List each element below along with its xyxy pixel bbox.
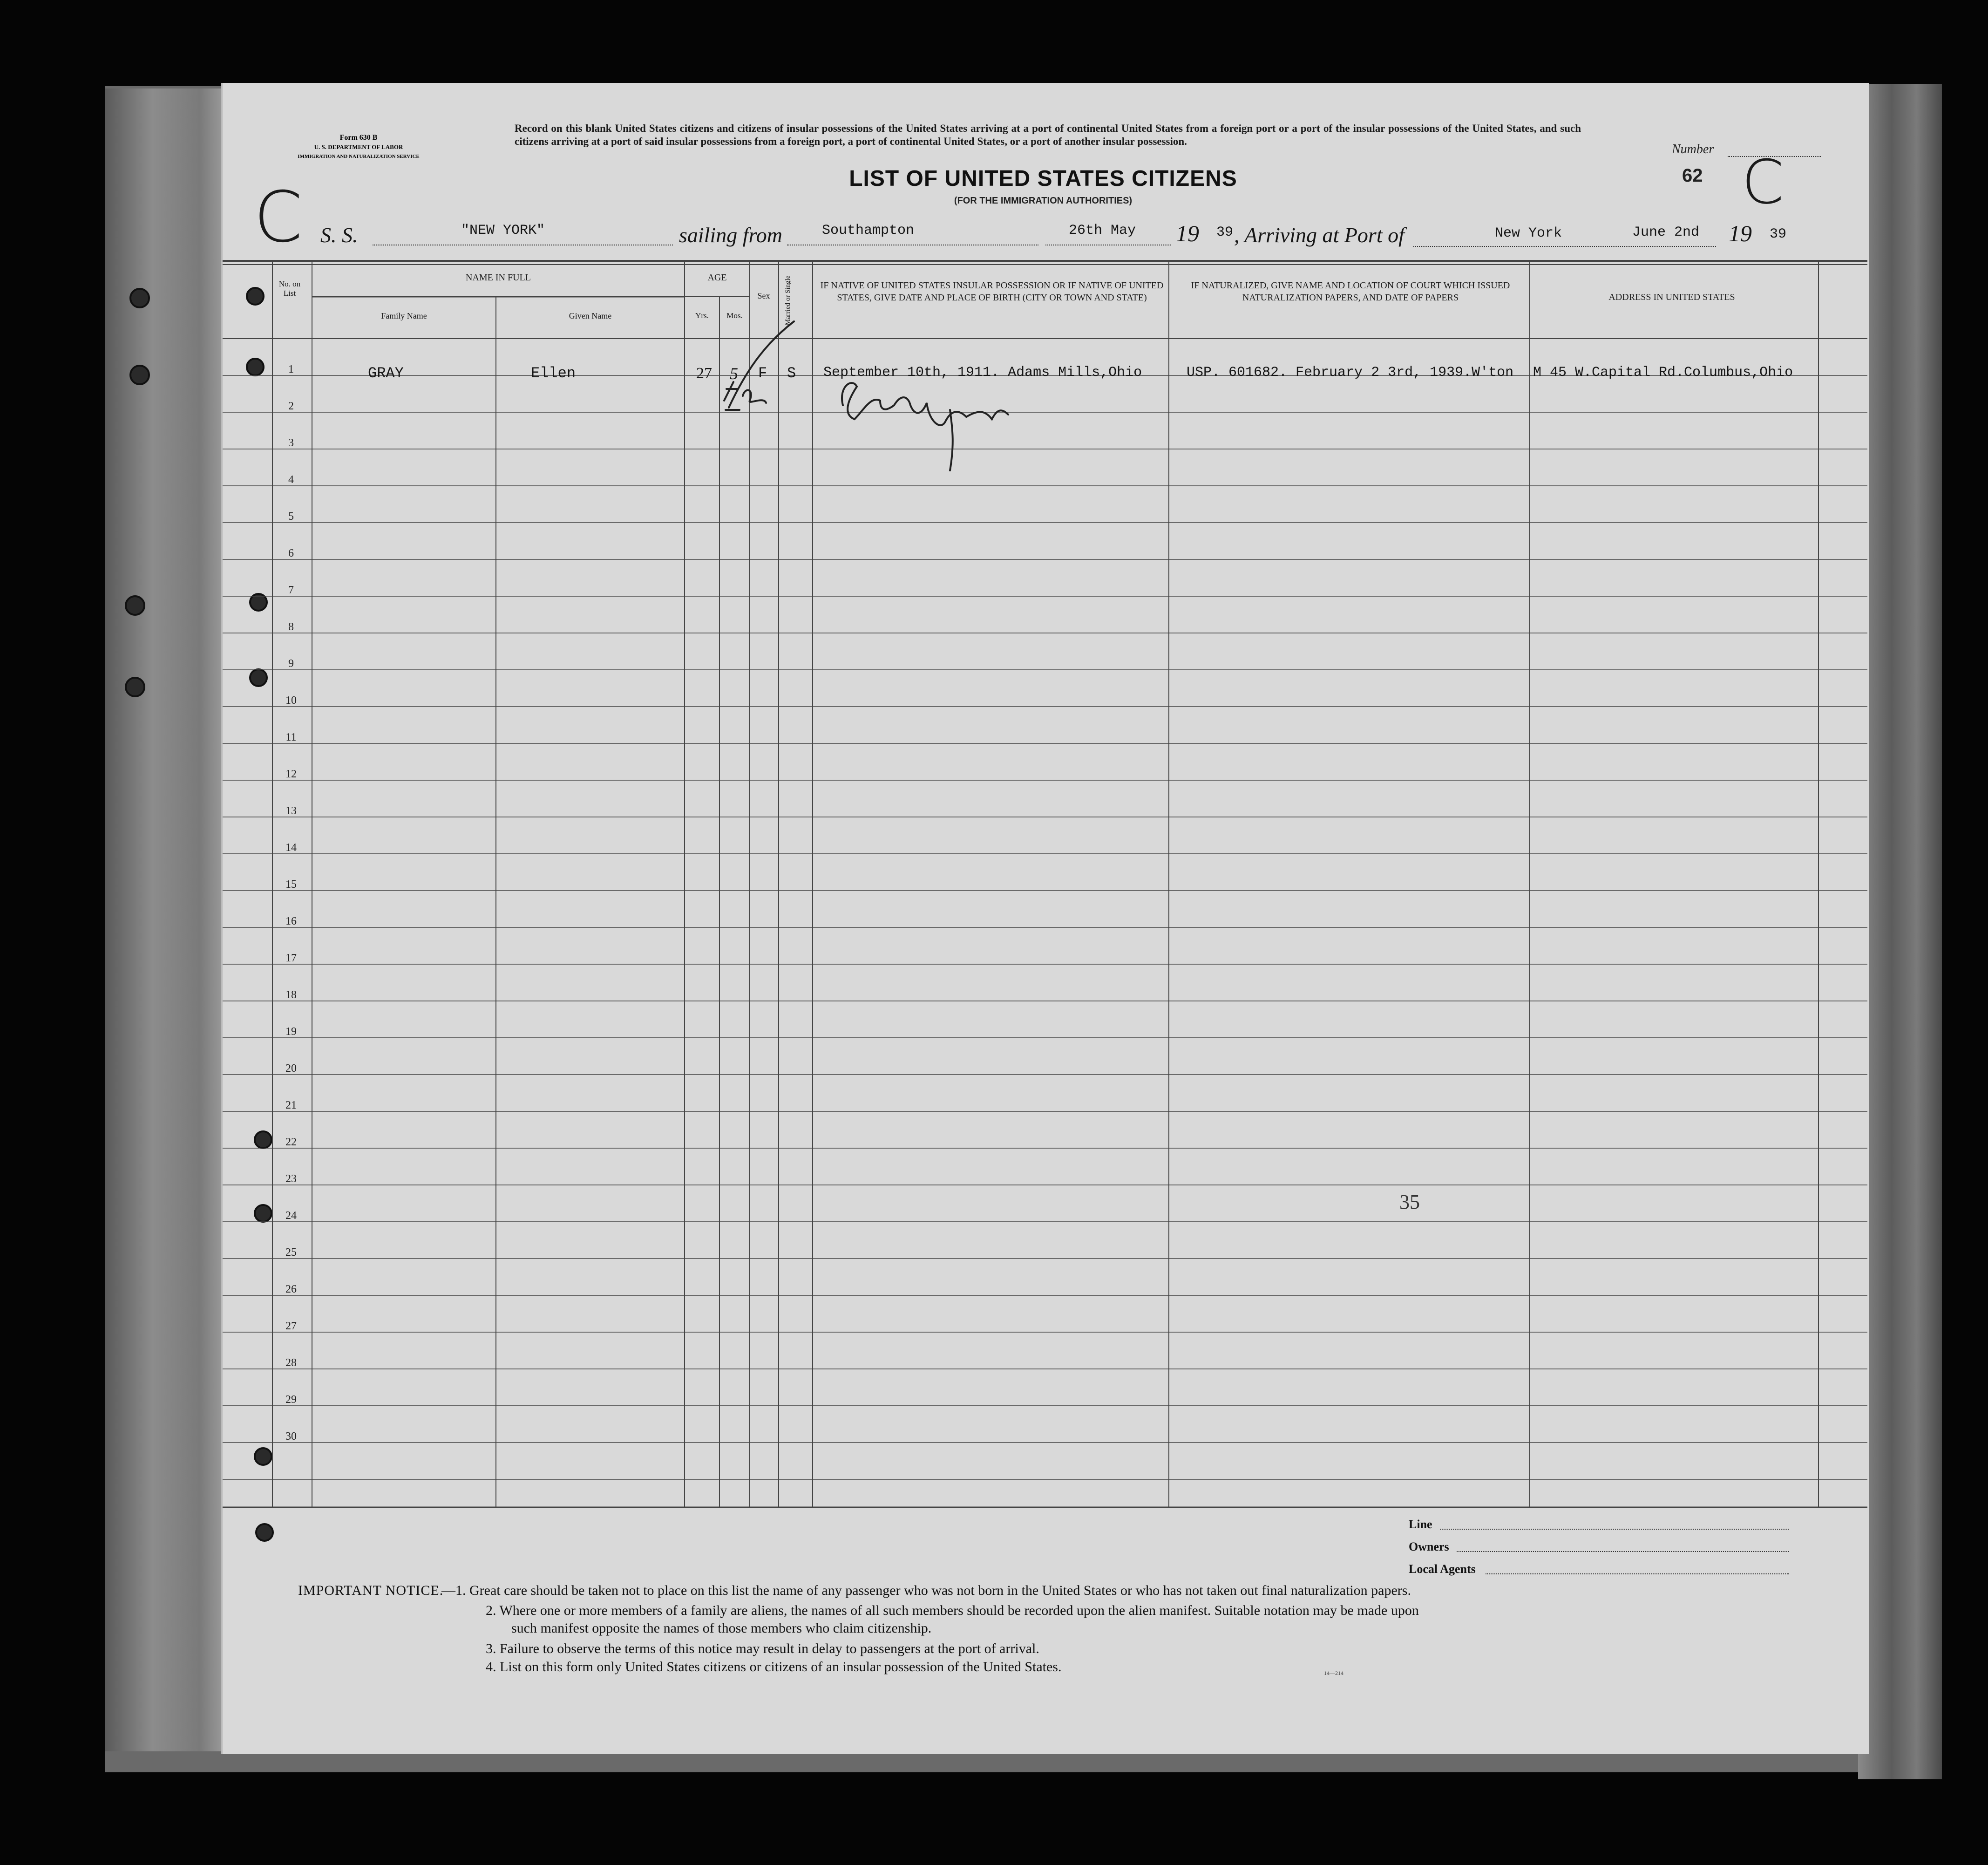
entry-sex: F [758, 365, 767, 382]
sailing-label: sailing from [679, 223, 782, 247]
entry-birth: September 10th, 1911. Adams Mills,Ohio [823, 365, 1142, 381]
number-value: 62 [1682, 165, 1703, 186]
sailing-from: Southampton [822, 223, 915, 238]
row-number: 29 [285, 1394, 297, 1406]
notice-item-2-cont: such manifest opposite the names of those members who claim citizenship. [511, 1620, 932, 1636]
row-number: 8 [288, 621, 294, 633]
dept-name: U. S. DEPARTMENT OF LABOR [314, 143, 403, 150]
row-number: 11 [285, 731, 297, 743]
notice-item-2: 2. Where one or more members of a family are aliens, the names of all such members should be recorded upon the alien manifest. Suitable notation may be made upon [486, 1603, 1419, 1618]
entry-married: S [787, 365, 796, 382]
row-number: 5 [288, 510, 294, 523]
entry-age-months: 5 [730, 364, 738, 383]
notice-item-1: —1. Great care should be taken not to place on this list the name of any passenger who was not born in the United States or who has not taken out final naturalization papers. [441, 1583, 1411, 1598]
row-number: 3 [288, 437, 294, 449]
form-instruction: Record on this blank United States citizens and citizens of insular possessions of the United States arriving at a port of continental United States from a foreign port or a port of the insular possessions of the United States, and such citizens arriving at a port of said insular possessions from a foreign port, a port of continental United States, or a port of another insular possession. [515, 123, 1581, 147]
col-given-name: Given Name [569, 311, 612, 320]
form-subtitle: (FOR THE IMMIGRATION AUTHORITIES) [954, 196, 1133, 206]
handwritten-letter-left: C [254, 177, 303, 258]
row-number: 24 [285, 1210, 297, 1222]
ship-name: "NEW YORK" [461, 223, 545, 238]
owners-label: Owners [1409, 1540, 1449, 1553]
year-suffix: 39 [1216, 225, 1234, 240]
row-number: 10 [285, 694, 297, 707]
arrival-port: New York [1495, 225, 1562, 241]
row-number: 19 [285, 1026, 297, 1038]
row-number: 6 [288, 547, 294, 559]
entry-naturalized: USP. 601682. February 2 3rd, 1939.W'ton [1187, 365, 1514, 381]
row-number: 23 [285, 1173, 297, 1185]
line-label: Line [1409, 1518, 1432, 1531]
notice-title: IMPORTANT NOTICE. [298, 1583, 444, 1598]
entry-family-name: GRAY [368, 365, 404, 382]
col-mos: Mos. [726, 311, 743, 320]
col-age: AGE [707, 272, 727, 283]
col-naturalized: IF NATURALIZED, GIVE NAME AND LOCATION OF COURT WHICH ISSUED NATURALIZATION PAPERS, AND DATE OF PAPERS [1191, 280, 1510, 303]
notice-item-3: 3. Failure to observe the terms of this notice may result in delay to passengers at the port of arrival. [486, 1641, 1039, 1656]
col-sex: Sex [757, 291, 770, 300]
year-prefix: 19 [1176, 220, 1199, 246]
row-number: 4 [288, 474, 294, 486]
row-number: 18 [285, 989, 297, 1001]
form-number: Form 630 B [339, 134, 378, 142]
row-number: 1 [288, 363, 294, 375]
row-number: 27 [285, 1320, 297, 1332]
col-yrs: Yrs. [695, 311, 709, 320]
handwritten-letter-right: C [1742, 147, 1784, 218]
row-number: 13 [285, 805, 297, 817]
row-number: 9 [288, 658, 294, 670]
col-address: ADDRESS IN UNITED STATES [1608, 292, 1735, 302]
row-number: 30 [285, 1430, 297, 1443]
line-underline [1440, 1529, 1789, 1530]
row-number: 12 [285, 768, 297, 780]
arriving-label: , Arriving at Port of [1234, 223, 1404, 247]
arrival-year-suffix: 39 [1770, 226, 1787, 242]
agents-underline [1486, 1573, 1789, 1574]
print-code: 14—214 [1324, 1670, 1343, 1676]
arrival-year-prefix: 19 [1729, 220, 1752, 246]
row-number: 21 [285, 1099, 297, 1111]
row-number: 28 [285, 1357, 297, 1369]
row-number: 20 [285, 1062, 297, 1075]
form-title: LIST OF UNITED STATES CITIZENS [849, 166, 1237, 191]
row-number: 22 [285, 1136, 297, 1148]
ss-label: S. S. [320, 223, 358, 247]
notice-item-4: 4. List on this form only United States citizens or citizens of an insular possession of the United States. [486, 1659, 1062, 1674]
service-name: IMMIGRATION AND NATURALIZATION SERVICE [298, 154, 420, 159]
row-number: 17 [285, 952, 297, 964]
owners-underline [1457, 1551, 1789, 1552]
entry-given-name: Ellen [531, 365, 576, 382]
col-family-name: Family Name [381, 311, 427, 320]
row-number: 16 [285, 915, 297, 927]
sailing-date: 26th May [1069, 223, 1136, 238]
row-number: 15 [285, 878, 297, 891]
entry-age-years: 27 [696, 365, 712, 382]
number-label: Number [1672, 142, 1714, 157]
arrival-date: June 2nd [1632, 225, 1700, 240]
row-number: 7 [288, 584, 294, 596]
row-number: 25 [285, 1246, 297, 1259]
col-married: Married or Single [784, 275, 792, 326]
col-no: No. on List [278, 279, 301, 298]
col-name-in-full: NAME IN FULL [466, 272, 531, 283]
agents-label: Local Agents [1409, 1562, 1476, 1576]
row-number: 26 [285, 1283, 297, 1295]
stamp-number: 35 [1399, 1191, 1420, 1213]
row-number: 2 [288, 400, 294, 412]
row-number: 14 [285, 842, 297, 854]
col-birth: IF NATIVE OF UNITED STATES INSULAR POSSESSION OR IF NATIVE OF UNITED STATES, GIVE DATE AND PLACE OF BIRTH (CITY OR TOWN AND STATE) [820, 280, 1164, 303]
entry-address: M 45 W.Capital Rd.Columbus,Ohio [1533, 365, 1793, 381]
